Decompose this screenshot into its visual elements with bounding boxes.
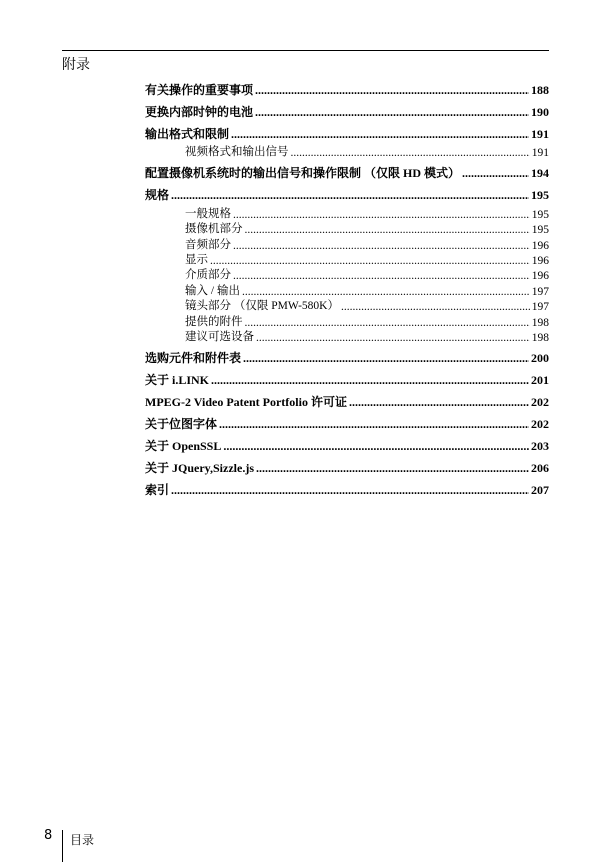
toc-entry-page: 206 bbox=[531, 460, 549, 475]
toc-entry-title: 摄像机部分 bbox=[185, 223, 243, 236]
toc-entry[interactable] bbox=[145, 438, 549, 454]
toc-entry-title: 显示 bbox=[185, 253, 208, 266]
toc-entry-page: 196 bbox=[531, 239, 549, 252]
toc-entry-title: 视频格式和输出信号 bbox=[185, 146, 289, 159]
toc-entry-title: 关于位图字体 bbox=[145, 416, 218, 431]
toc-entry-page: 201 bbox=[531, 372, 549, 387]
dot-leader bbox=[255, 83, 529, 98]
dot-leader bbox=[291, 147, 530, 159]
toc-entry-page: 191 bbox=[531, 147, 549, 160]
toc-entry-page: 190 bbox=[531, 105, 549, 119]
toc-subentry[interactable] bbox=[145, 267, 549, 282]
dot-leader bbox=[349, 395, 529, 410]
toc-subentry[interactable] bbox=[145, 313, 549, 328]
toc-entry-title: 输入 / 输出 bbox=[185, 284, 240, 297]
toc-entry-title: 配置摄像机系统时的输出信号和操作限制 （仅限 HD 模式） bbox=[145, 166, 461, 181]
toc-entry-page: 207 bbox=[531, 482, 549, 497]
dot-leader bbox=[233, 209, 530, 221]
toc-entry[interactable] bbox=[145, 187, 549, 203]
dot-leader bbox=[242, 286, 530, 298]
toc-entry[interactable] bbox=[145, 394, 549, 410]
dot-leader bbox=[341, 301, 530, 313]
toc-entry-title: 有关操作的重要事项 bbox=[145, 83, 254, 97]
toc-subentry[interactable] bbox=[145, 236, 549, 251]
toc-entry[interactable] bbox=[145, 416, 549, 432]
toc-entry-page: 191 bbox=[531, 127, 549, 141]
toc-entry-title: 音频部分 bbox=[185, 238, 231, 251]
dot-leader bbox=[233, 240, 530, 252]
toc-entry-page: 196 bbox=[531, 254, 549, 267]
toc-entry-title: 更换内部时钟的电池 bbox=[145, 105, 254, 119]
dot-leader bbox=[231, 127, 529, 142]
dot-leader bbox=[171, 188, 529, 203]
toc-entry-page: 188 bbox=[531, 83, 549, 97]
toc-entry-page: 197 bbox=[531, 301, 549, 314]
footer-divider bbox=[62, 830, 63, 862]
toc-entry-page: 202 bbox=[531, 416, 549, 431]
toc-entry[interactable] bbox=[145, 126, 549, 142]
dot-leader bbox=[255, 105, 529, 120]
dot-leader bbox=[219, 417, 529, 432]
toc-entry[interactable] bbox=[145, 350, 549, 366]
toc-entry-page: 202 bbox=[531, 394, 549, 409]
dot-leader bbox=[171, 483, 529, 498]
toc-entry-title: 提供的附件 bbox=[185, 315, 243, 328]
dot-leader bbox=[245, 224, 530, 236]
toc-entry-page: 198 bbox=[531, 316, 549, 329]
toc-entry-page: 198 bbox=[531, 331, 549, 344]
table-of-contents bbox=[145, 82, 549, 498]
toc-entry-page: 200 bbox=[531, 350, 549, 365]
toc-entry-title: 建议可选设备 bbox=[185, 330, 254, 343]
toc-entry-title: 选购元件和附件表 bbox=[145, 350, 242, 365]
toc-entry-title: 镜头部分 （仅限 PMW-580K） bbox=[185, 300, 339, 313]
page-number: 8 bbox=[44, 828, 53, 843]
toc-entry[interactable] bbox=[145, 82, 549, 98]
toc-entry-title: 一般规格 bbox=[185, 207, 231, 220]
toc-entry-title: 输出格式和限制 bbox=[145, 127, 230, 141]
dot-leader bbox=[210, 255, 530, 267]
toc-entry-page: 194 bbox=[531, 166, 549, 181]
toc-entry-page: 195 bbox=[531, 224, 549, 237]
toc-entry-page: 195 bbox=[531, 188, 549, 203]
toc-entry-page: 203 bbox=[531, 438, 549, 453]
toc-subentry[interactable] bbox=[145, 205, 549, 220]
toc-entry-page: 196 bbox=[531, 270, 549, 283]
dot-leader bbox=[233, 270, 530, 282]
toc-entry-title: 关于 i.LINK bbox=[145, 372, 210, 387]
toc-subentry[interactable] bbox=[145, 329, 549, 344]
toc-entry-title: MPEG-2 Video Patent Portfolio 许可证 bbox=[145, 394, 347, 409]
toc-entry[interactable] bbox=[145, 104, 549, 120]
toc-entry-title: 关于 JQuery,Sizzle.js bbox=[145, 460, 254, 475]
dot-leader bbox=[243, 351, 529, 366]
toc-entry-page: 195 bbox=[531, 208, 549, 221]
toc-entry-title: 规格 bbox=[145, 188, 170, 203]
toc-subentry[interactable] bbox=[145, 221, 549, 236]
toc-subentry[interactable] bbox=[145, 144, 549, 159]
section-title: 附录 bbox=[62, 57, 90, 73]
dot-leader bbox=[245, 317, 530, 329]
toc-entry[interactable] bbox=[145, 372, 549, 388]
toc-entry-title: 关于 OpenSSL bbox=[145, 438, 222, 453]
toc-entry-title: 介质部分 bbox=[185, 269, 231, 282]
toc-subentry[interactable] bbox=[145, 282, 549, 297]
toc-entry-title: 索引 bbox=[145, 482, 170, 497]
dot-leader bbox=[211, 373, 529, 388]
toc-subentry[interactable] bbox=[145, 298, 549, 313]
dot-leader bbox=[256, 461, 529, 476]
toc-entry[interactable] bbox=[145, 165, 549, 181]
toc-subentry[interactable] bbox=[145, 252, 549, 267]
header-rule bbox=[62, 50, 549, 51]
dot-leader bbox=[462, 166, 529, 181]
chapter-label: 目录 bbox=[70, 833, 95, 847]
toc-entry[interactable] bbox=[145, 482, 549, 498]
dot-leader bbox=[223, 439, 529, 454]
dot-leader bbox=[256, 332, 530, 344]
toc-entry-page: 197 bbox=[531, 285, 549, 298]
toc-entry[interactable] bbox=[145, 460, 549, 476]
